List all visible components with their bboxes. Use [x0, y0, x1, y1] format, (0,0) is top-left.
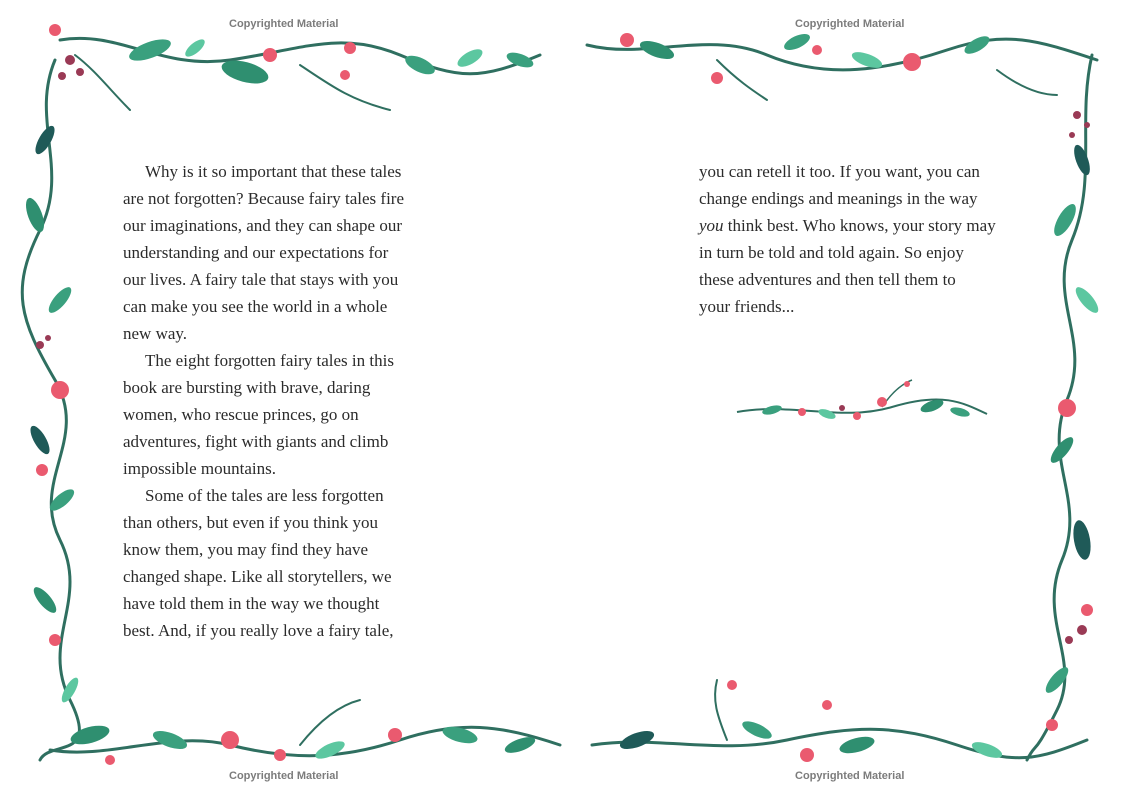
text-line: adventures, fight with giants and climb — [123, 432, 389, 451]
text-line: Why is it so important that these tales — [145, 162, 402, 181]
right-page — [567, 0, 1133, 800]
text-line: than others, but even if you think you — [123, 513, 378, 532]
text-line: can make you see the world in a whole — [123, 297, 388, 316]
right-page-body — [699, 158, 1029, 320]
text-line: changed shape. Like all storytellers, we — [123, 567, 392, 586]
copyright-label-bottom: Copyrighted Material — [229, 770, 339, 782]
text-line: our imaginations, and they can shape our — [123, 216, 403, 235]
copyright-label-top: Copyrighted Material — [795, 18, 905, 30]
copyright-label-bottom: Copyrighted Material — [795, 770, 905, 782]
text-line: your friends... — [699, 297, 795, 316]
text-line: new way. — [123, 324, 188, 343]
text-line: these adventures and then tell them to — [699, 270, 956, 289]
floral-fleuron-icon — [732, 372, 992, 432]
text-line: change endings and meanings in the way — [699, 189, 978, 208]
text-line: best. And, if you really love a fairy tale, — [123, 621, 394, 640]
left-page-body — [123, 158, 423, 644]
text-line: know them, you may find they have — [123, 540, 369, 559]
text-line: women, who rescue princes, go on — [123, 405, 359, 424]
text-line-rest: think best. Who knows, your story may — [723, 216, 996, 235]
text-line: in turn be told and told again. So enjoy — [699, 243, 964, 262]
text-line: have told them in the way we thought — [123, 594, 380, 613]
text-line: impossible mountains. — [123, 459, 276, 478]
emphasis-you: you — [699, 216, 724, 235]
text-line: are not forgotten? Because fairy tales fire — [123, 189, 404, 208]
text-line — [699, 212, 1029, 239]
text-line: our lives. A fairy tale that stays with you — [123, 270, 399, 289]
text-line: you can retell it too. If you want, you can — [699, 162, 980, 181]
copyright-label-top: Copyrighted Material — [229, 18, 339, 30]
text-line: understanding and our expectations for — [123, 243, 389, 262]
text-line: book are bursting with brave, daring — [123, 378, 371, 397]
text-line: The eight forgotten fairy tales in this — [145, 351, 394, 370]
text-line: Some of the tales are less forgotten — [145, 486, 384, 505]
left-page — [0, 0, 566, 800]
